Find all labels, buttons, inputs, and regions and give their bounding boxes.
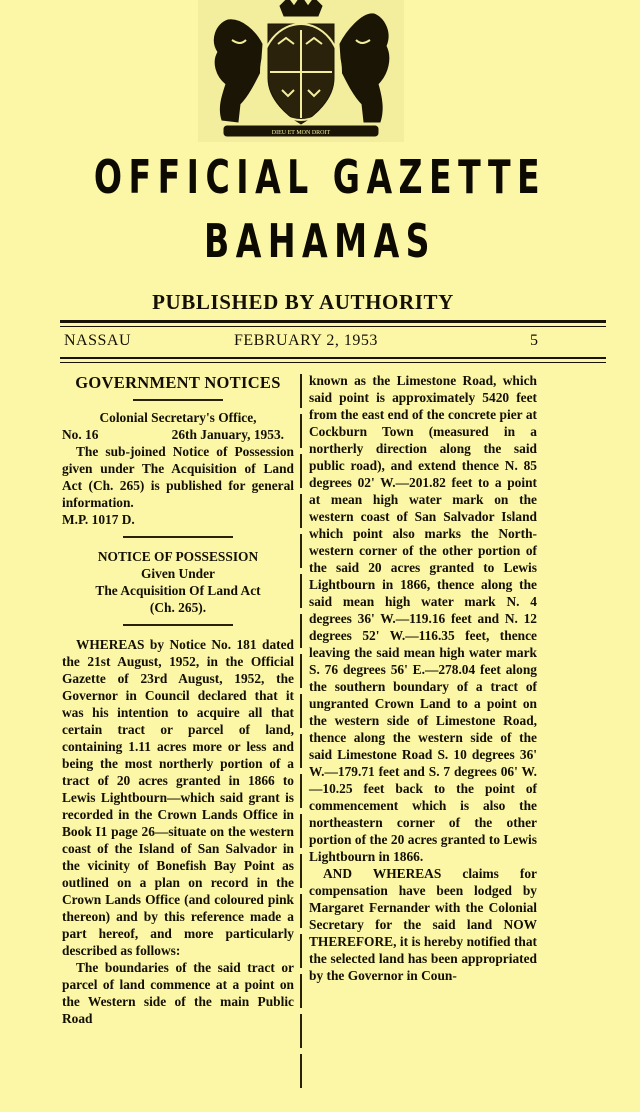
notice-given-under: Given Under	[140, 566, 216, 581]
svg-text:DIEU ET MON DROIT: DIEU ET MON DROIT	[271, 130, 331, 136]
masthead-rule	[60, 320, 606, 323]
published-by-authority: PUBLISHED BY AUTHORITY	[152, 290, 454, 314]
left-column	[62, 372, 294, 1027]
column-divider	[300, 374, 302, 1094]
section-heading: GOVERNMENT NOTICES	[75, 373, 281, 392]
boundaries-paragraph: The boundaries of the said tract or parcel of land commence at a point on the Western side of the main Public Road	[62, 960, 294, 1026]
gazette-title: OFFICIAL GAZETTE	[93, 150, 547, 204]
dateline-date: FEBRUARY 2, 1953	[234, 332, 378, 349]
compensation-paragraph: AND WHEREAS claims for compensation have been lodged by Margaret Fernander with the Colonial Secretary for the said land NOW THEREFORE, it is hereby notified that the selected land has been appropriated by the Governor in Coun-	[309, 866, 537, 983]
dateline-rule	[60, 357, 606, 359]
notice-number-row	[62, 426, 294, 443]
notice-intro: The sub-joined Notice of Possession given under The Acquisition of Land Act (Ch. 265) is published for general information.	[62, 444, 294, 510]
right-column	[309, 372, 537, 984]
dateline	[64, 332, 540, 354]
dateline-rule-thin	[60, 362, 606, 363]
heading-rule	[133, 399, 223, 401]
masthead-rule-thin	[60, 326, 606, 327]
notice-act: The Acquisition Of Land Act	[95, 583, 261, 598]
office-line: Colonial Secretary's Office,	[99, 410, 257, 425]
whereas-paragraph: WHEREAS by Notice No. 181 dated the 21st August, 1952, in the Official Gazette of 23rd August, 1952, the Governor in Council declared that it was his intention to acquire all that certain tract or parcel of land, containing 1.11 acres more or less and being the most northerly portion of a tract of 20 acres granted in 1866 to Lewis Lightbourn—which said grant is recorded in the Crown Lands Office in Book I1 page 26—situate on the western coast of the Island of San Salvador in the vicinity of Bonefish Bay Point as outlined on a plan on record in the Crown Lands Office (and coloured pink thereon) and by this reference made a part hereof, and more particularly described as follows:	[62, 637, 294, 958]
notice-reference: M.P. 1017 D.	[62, 512, 135, 527]
notice-title: NOTICE OF POSSESSION	[97, 549, 259, 564]
gazette-country: BAHAMAS	[203, 214, 437, 268]
boundary-description: known as the Limestone Road, which said point is approximately 5420 feet from the east end of the concrete pier at Cockburn Town (measured in a northerly direction along the said public road), and extend thence N. 85 degrees 02' W.—201.82 feet to a point at mean high water mark on the western coast of San Salvador Island which point also marks the North-western corner of the other portion of the said 20 acres granted to Lewis Lightbourn in 1866, thence along the said mean high water mark N. 4 degrees 36' W.—119.16 feet and N. 12 degrees 52' W.—116.35 feet, thence leaving the said mean high water mark S. 76 degrees 56' E.—278.04 feet along the southern boundary of a tract of ungranted Crown Land to a point on the western side of Limestone Road, thence along the western side of the said Limestone Road S. 10 degrees 36' W.—179.71 feet and S. 7 degrees 06' W.—10.25 feet back to the point of commencement which is also the northeastern corner of the other portion of the 20 acres granted to Lewis Lightbourn in 1866.	[309, 373, 537, 864]
notice-chapter: (Ch. 265).	[149, 600, 207, 615]
page-number: 5	[530, 332, 539, 349]
section-rule	[123, 624, 233, 626]
dateline-city: NASSAU	[64, 332, 132, 349]
section-rule	[123, 536, 233, 538]
notice-date: 26th January, 1953.	[171, 427, 284, 442]
notice-number: No. 16	[62, 427, 99, 442]
royal-coat-of-arms-icon	[198, 0, 404, 142]
